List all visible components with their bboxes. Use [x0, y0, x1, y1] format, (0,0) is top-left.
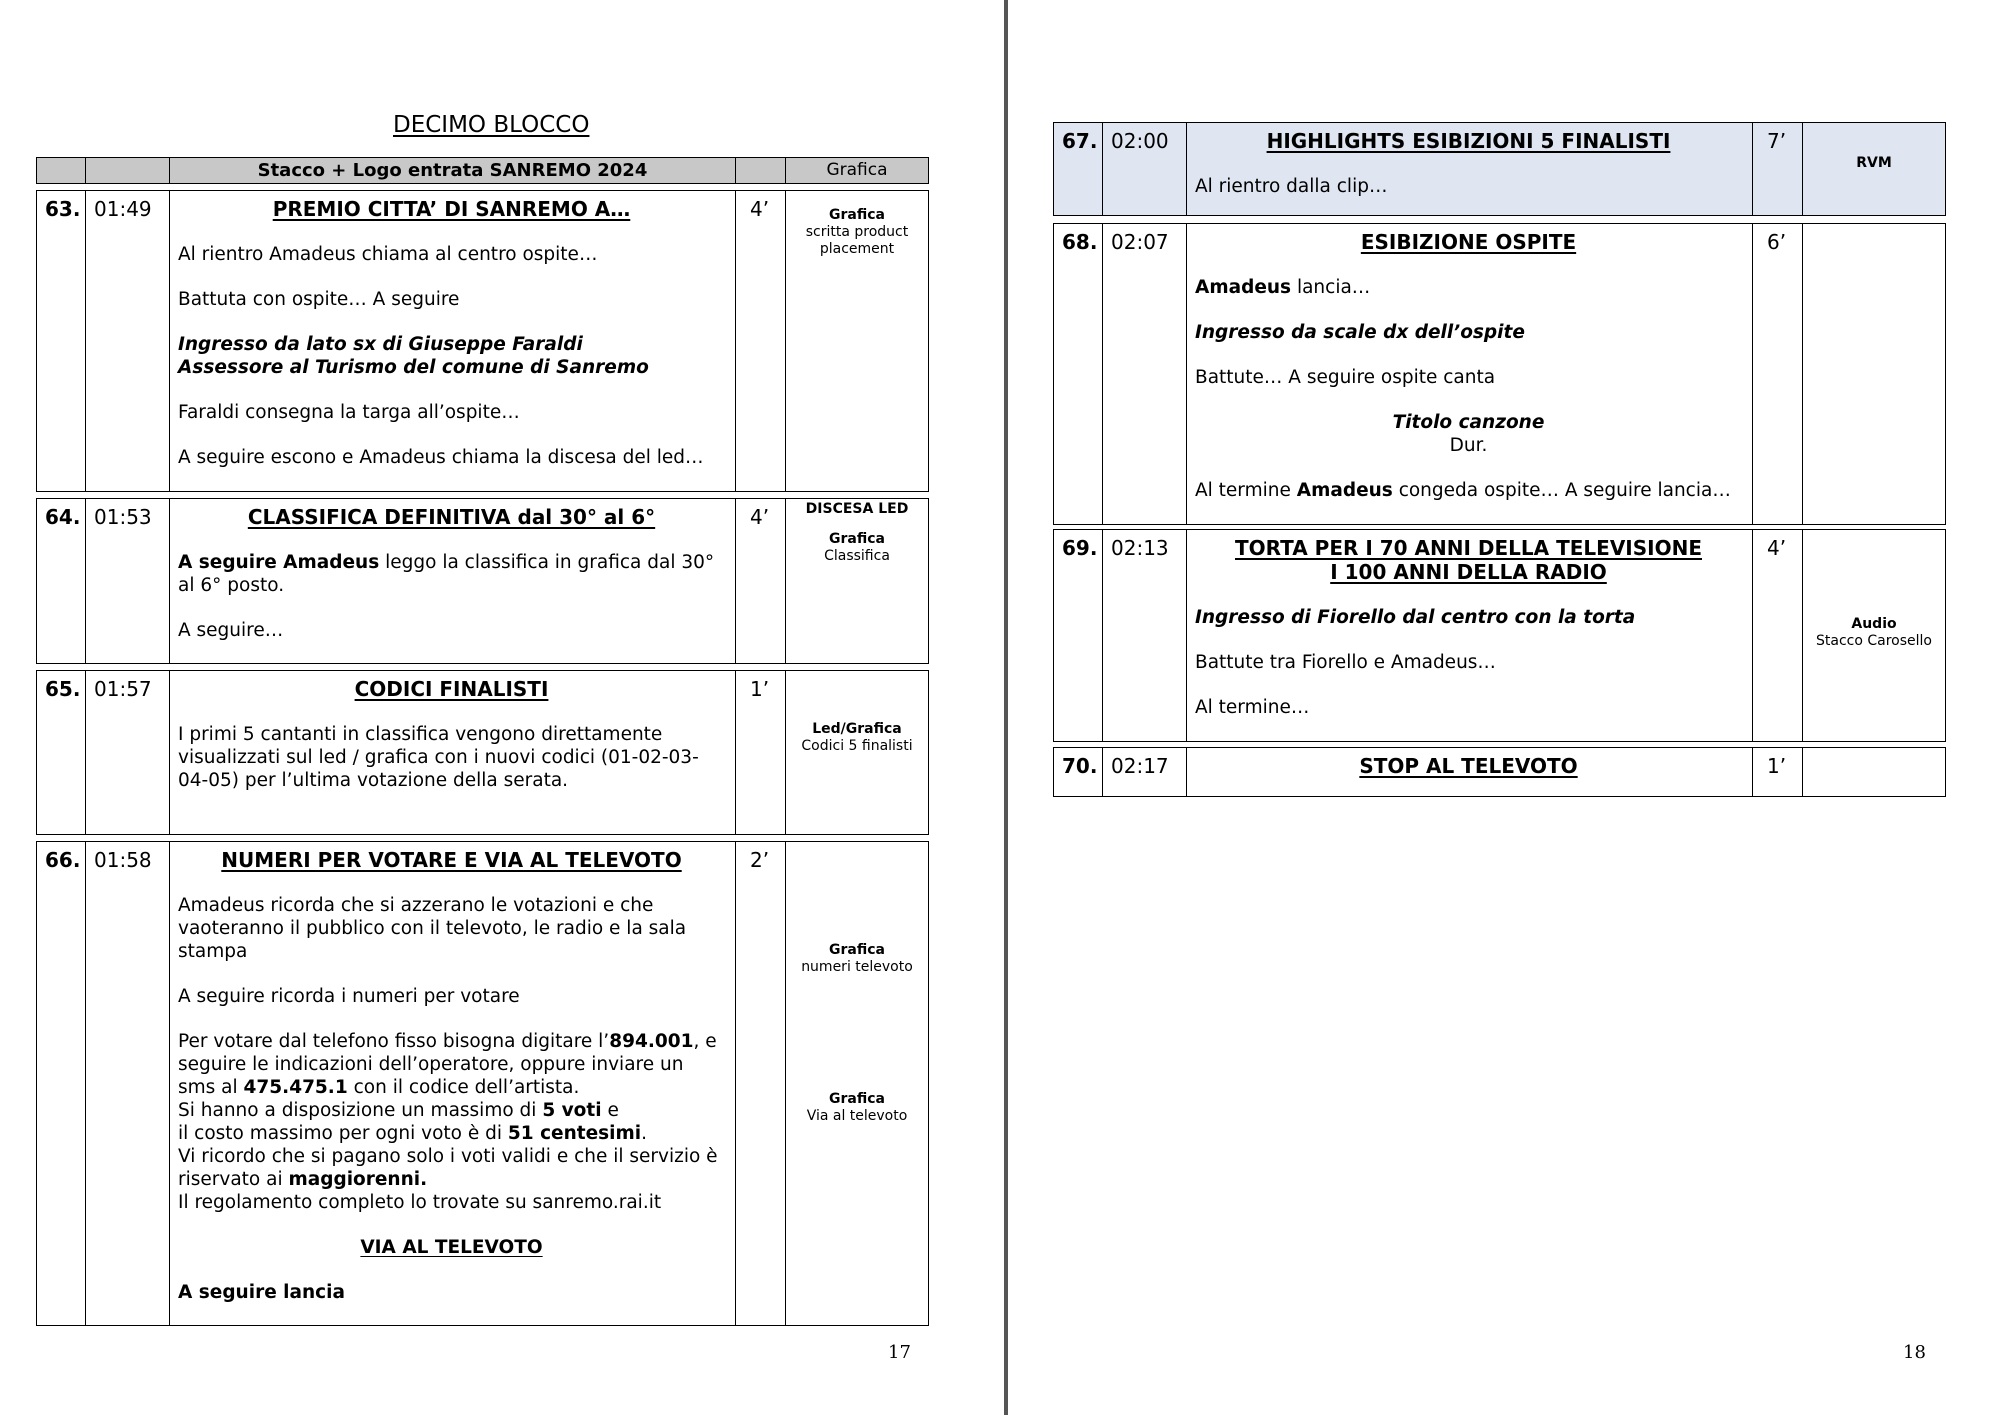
cue-line: I primi 5 cantanti in classifica vengono direttamente visualizzati sul led / grafica con i nuovi codici (01-02-03-04-05) per l’ultima votazione della serata.	[178, 724, 699, 791]
cue-line: A seguire escono e Amadeus chiama la discesa del led…	[178, 447, 704, 468]
cue-line: Battute tra Fiorello e Amadeus…	[1195, 652, 1496, 673]
cue-stage-direction: Ingresso da scale dx dell’ospite	[1195, 322, 1525, 343]
cue-title: STOP AL TELEVOTO	[1359, 754, 1578, 778]
cue-time: 01:57	[86, 671, 170, 835]
cue-number: 69.	[1054, 530, 1103, 742]
cue-title: ESIBIZIONE OSPITE	[1360, 230, 1577, 254]
cue-song: Titolo canzone Dur.	[1392, 412, 1545, 456]
side-note-bold: DISCESA LED	[805, 501, 909, 517]
side-note: numeri televoto	[801, 959, 913, 975]
cue-number: 66.	[37, 842, 86, 1326]
cue-time: 02:13	[1103, 530, 1187, 742]
cue-body	[170, 191, 736, 492]
cue-duration: 6’	[1753, 224, 1803, 525]
cue-side-notes	[786, 671, 929, 835]
cue-number: 64.	[37, 499, 86, 664]
page-number: 18	[1903, 1342, 1926, 1363]
side-note-bold: RVM	[1856, 155, 1892, 171]
cue-row-68	[1053, 223, 1946, 525]
cue-title: NUMERI PER VOTARE E VIA AL TELEVOTO	[221, 848, 682, 872]
cue-row-66	[36, 841, 929, 1326]
cue-time: 02:00	[1103, 123, 1187, 216]
side-note: Via al televoto	[806, 1108, 908, 1124]
cue-row-70	[1053, 747, 1946, 797]
cue-title: TORTA PER I 70 ANNI DELLA TELEVISIONE I 100 ANNI DELLA RADIO	[1235, 536, 1702, 584]
cue-side-notes	[786, 842, 929, 1326]
cue-duration: 7’	[1753, 123, 1803, 216]
cue-line: A seguire lancia	[178, 1282, 345, 1303]
cue-row-63	[36, 190, 929, 492]
cue-body	[1187, 224, 1753, 525]
cue-voting-info: Per votare dal telefono fisso bisogna digitare l’894.001, e seguire le indicazioni dell’operatore, oppure inviare un sms al 475.475.1 con il codice dell’artista. Si hanno a disposizione un massimo di 5 voti e il costo massimo per ogni voto è di 51 centesimi. Vi ricordo che si pagano solo i voti validi e che il servizio è riservato ai maggiorenni. Il regolamento completo lo trovate su sanremo.rai.it	[178, 1031, 718, 1213]
side-note: Codici 5 finalisti	[801, 738, 913, 754]
cue-line: A seguire ricorda i numeri per votare	[178, 986, 520, 1007]
cue-body	[1187, 530, 1753, 742]
cue-body	[170, 842, 736, 1326]
cue-line: Al rientro dalla clip…	[1195, 176, 1388, 197]
cue-time: 01:58	[86, 842, 170, 1326]
cue-title: HIGHLIGHTS ESIBIZIONI 5 FINALISTI	[1266, 129, 1671, 153]
cue-duration: 1’	[1753, 748, 1803, 797]
cue-side-notes	[1803, 123, 1946, 216]
cue-side-notes	[1803, 748, 1946, 797]
cue-line: Battute… A seguire ospite canta	[1195, 367, 1496, 388]
cue-side-notes	[786, 191, 929, 492]
cue-line: Al rientro Amadeus chiama al centro ospite…	[178, 244, 598, 265]
cue-title: PREMIO CITTA’ DI SANREMO A…	[272, 197, 631, 221]
cue-body	[170, 499, 736, 664]
cue-duration: 1’	[736, 671, 786, 835]
header-bar	[36, 157, 929, 184]
header-title: Stacco + Logo entrata SANREMO 2024	[170, 158, 736, 184]
cue-line: A seguire Amadeus leggo la classifica in grafica dal 30° al 6° posto.	[178, 552, 715, 596]
header-cell-dur	[736, 158, 786, 184]
header-cell-num	[37, 158, 86, 184]
side-note-bold: Grafica	[829, 531, 885, 547]
cue-row-69	[1053, 529, 1946, 742]
cue-row-65	[36, 670, 929, 835]
cue-body	[170, 671, 736, 835]
cue-title: CODICI FINALISTI	[354, 677, 549, 701]
cue-time: 02:07	[1103, 224, 1187, 525]
header-cell-time	[86, 158, 170, 184]
header-side: Grafica	[786, 158, 929, 184]
cue-side-notes	[1803, 530, 1946, 742]
cue-time: 02:17	[1103, 748, 1187, 797]
cue-body	[1187, 123, 1753, 216]
cue-line: Al termine…	[1195, 697, 1310, 718]
cue-time: 01:49	[86, 191, 170, 492]
side-note-bold: Led/Grafica	[812, 721, 902, 737]
cue-subtitle: VIA AL TELEVOTO	[360, 1237, 543, 1258]
cue-title: CLASSIFICA DEFINITIVA dal 30° al 6°	[247, 505, 656, 529]
cue-stage-direction: Ingresso di Fiorello dal centro con la torta	[1195, 607, 1636, 628]
cue-row-67	[1053, 122, 1946, 216]
page-number: 17	[888, 1342, 911, 1363]
side-note-bold: Grafica	[829, 207, 885, 223]
cue-line: A seguire…	[178, 620, 284, 641]
cue-number: 63.	[37, 191, 86, 492]
cue-line: Amadeus ricorda che si azzerano le votazioni e che vaoteranno il pubblico con il televoto, le radio e la sala stampa	[178, 895, 687, 962]
cue-duration: 4’	[1753, 530, 1803, 742]
cue-stage-direction: Ingresso da lato sx di Giuseppe Faraldi Assessore al Turismo del comune di Sanremo	[178, 334, 649, 378]
cue-time: 01:53	[86, 499, 170, 664]
side-note: scritta product placement	[805, 224, 909, 257]
page-17	[0, 0, 1004, 1415]
side-note: Stacco Carosello	[1816, 633, 1932, 649]
side-note-bold: Grafica	[829, 1091, 885, 1107]
cue-row-64	[36, 498, 929, 664]
cue-line: Faraldi consegna la targa all’ospite…	[178, 402, 520, 423]
side-note: Classifica	[824, 548, 890, 564]
cue-number: 65.	[37, 671, 86, 835]
page-18	[1008, 0, 2013, 1415]
cue-duration: 4’	[736, 191, 786, 492]
cue-duration: 2’	[736, 842, 786, 1326]
cue-line: Al termine Amadeus congeda ospite… A seguire lancia…	[1195, 480, 1731, 501]
cue-number: 70.	[1054, 748, 1103, 797]
block-title: DECIMO BLOCCO	[393, 112, 590, 138]
cue-body	[1187, 748, 1753, 797]
cue-line: Battuta con ospite… A seguire	[178, 289, 460, 310]
cue-side-notes	[1803, 224, 1946, 525]
cue-side-notes	[786, 499, 929, 664]
cue-number: 68.	[1054, 224, 1103, 525]
cue-number: 67.	[1054, 123, 1103, 216]
cue-line: Amadeus lancia…	[1195, 277, 1371, 298]
side-note-bold: Audio	[1851, 616, 1897, 632]
cue-duration: 4’	[736, 499, 786, 664]
side-note-bold: Grafica	[829, 942, 885, 958]
